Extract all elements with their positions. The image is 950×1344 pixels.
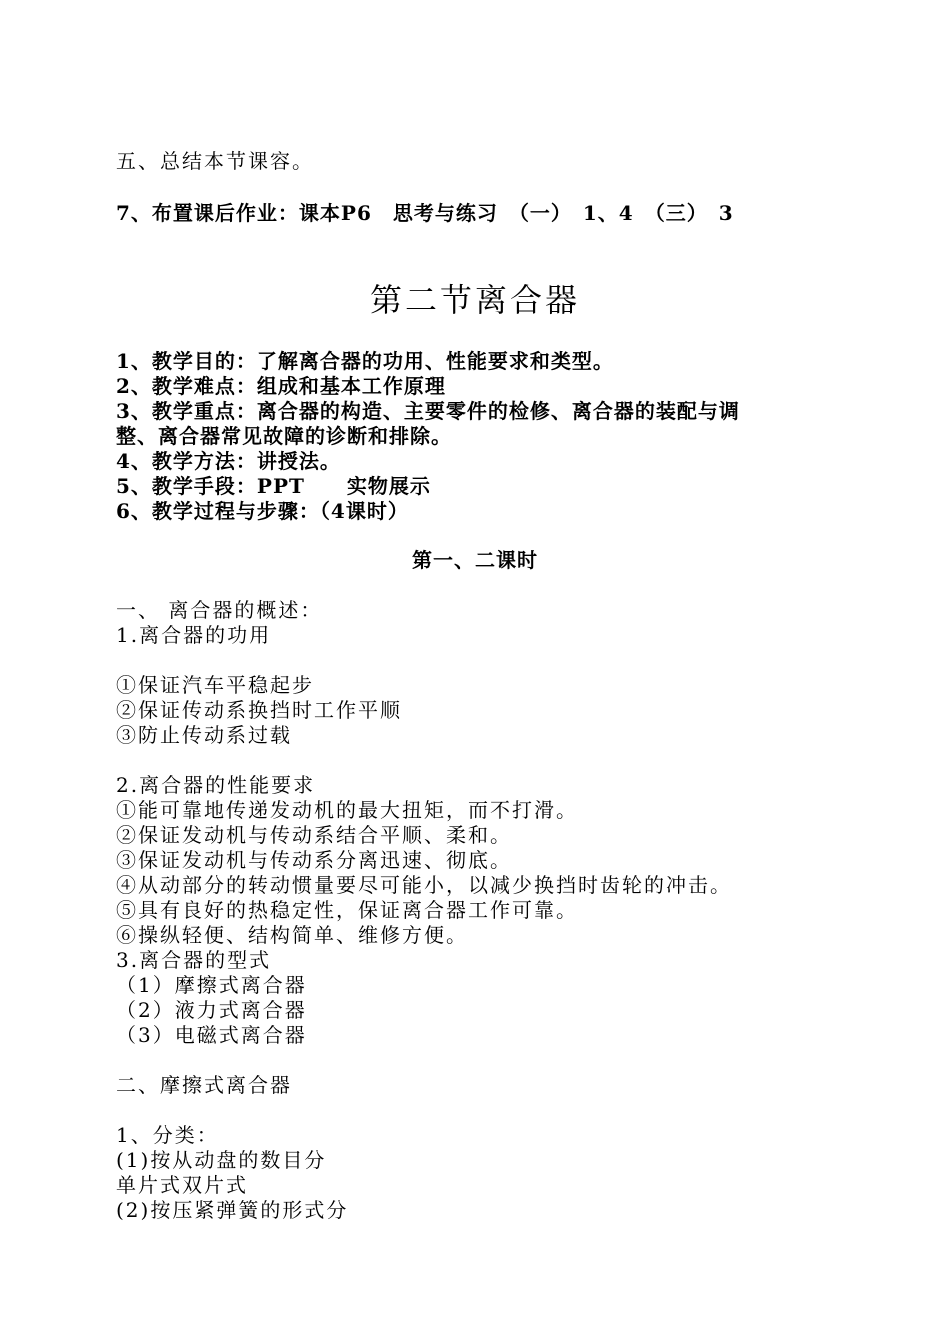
classification-heading: 1、分类： [116,1123,219,1147]
objective-line: 1、教学目的：了解离合器的功用、性能要求和类型。 [116,349,614,373]
classification-item-2: (2)按压紧弹簧的形式分 [116,1198,349,1222]
method-line: 4、教学方法：讲授法。 [116,449,341,473]
friction-clutch-heading: 二、摩擦式离合器 [116,1073,292,1097]
type-item-3: （3）电磁式离合器 [116,1023,307,1047]
requirement-item-2: ②保证发动机与传动系结合平顺、柔和。 [116,823,512,847]
type-item-1: （1）摩擦式离合器 [116,973,307,997]
key-points-continued-line: 整、离合器常见故障的诊断和排除。 [116,424,452,448]
means-line: 5、教学手段：PPT 实物展示 [116,474,431,498]
requirement-item-1: ①能可靠地传递发动机的最大扭矩，而不打滑。 [116,798,578,822]
overview-heading: 一、 离合器的概述： [116,598,323,622]
classification-item-1-detail: 单片式双片式 [116,1173,248,1197]
difficulty-line: 2、教学难点：组成和基本工作原理 [116,374,446,398]
lesson-subtitle: 第一、二课时 [412,548,538,572]
function-item-3: ③防止传动系过载 [116,723,292,747]
homework-line: 7、布置课后作业：课本P6 思考与练习 （一） 1、4 （三） 3 [116,201,734,225]
requirement-item-4: ④从动部分的转动惯量要尽可能小，以减少换挡时齿轮的冲击。 [116,873,732,897]
requirement-item-6: ⑥操纵轻便、结构简单、维修方便。 [116,923,468,947]
process-line: 6、教学过程与步骤：（4课时） [116,499,409,523]
function-heading: 1.离合器的功用 [116,623,272,647]
requirement-item-5: ⑤具有良好的热稳定性，保证离合器工作可靠。 [116,898,578,922]
summary-line: 五、总结本节课容。 [116,149,314,173]
function-item-2: ②保证传动系换挡时工作平顺 [116,698,402,722]
requirements-heading: 2.离合器的性能要求 [116,773,316,797]
type-item-2: （2）液力式离合器 [116,998,307,1022]
classification-item-1: (1)按从动盘的数目分 [116,1148,327,1172]
function-item-1: ①保证汽车平稳起步 [116,673,314,697]
section-title: 第二节离合器 [369,281,580,319]
requirement-item-3: ③保证发动机与传动系分离迅速、彻底。 [116,848,512,872]
types-heading: 3.离合器的型式 [116,948,272,972]
key-points-line: 3、教学重点：离合器的构造、主要零件的检修、离合器的装配与调 [116,399,740,423]
